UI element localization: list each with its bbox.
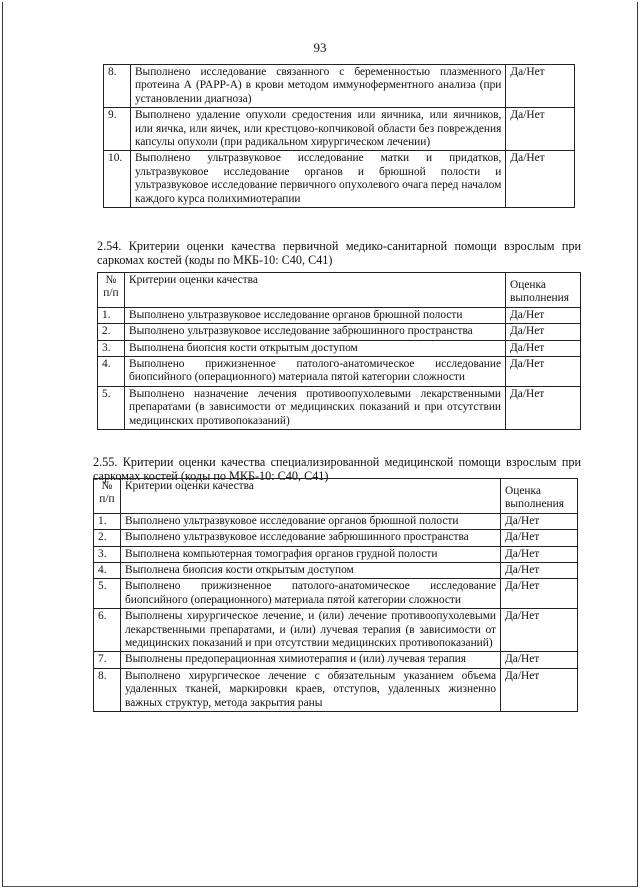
table-row xyxy=(94,546,578,562)
answer-cell: Да/Нет xyxy=(501,546,578,562)
criterion-text: Выполнено хирургическое лечение с обязательным указанием объема удаленных тканей, маркировки краев, отступов, удаленных жизненно важных структур, метода закрытия раны xyxy=(120,668,500,711)
table-row xyxy=(94,530,578,546)
row-number: 4. xyxy=(94,563,121,579)
section-255-title: 2.55. Критерии оценки качества специализированной медицинской помощи взрослым при саркомах костей (коды по МКБ-10: C40, C41) xyxy=(93,455,581,483)
row-number: 8. xyxy=(94,668,121,711)
table-row xyxy=(104,151,575,208)
section-254-table xyxy=(97,272,581,430)
table-header-row xyxy=(98,273,581,308)
table-row xyxy=(98,386,581,429)
table-row xyxy=(98,340,581,356)
table-row xyxy=(104,108,575,151)
table-row xyxy=(94,579,578,609)
section-255-table xyxy=(93,478,578,712)
criterion-text: Выполнена биопсия кости открытым доступом xyxy=(124,340,505,356)
row-number: 3. xyxy=(94,546,121,562)
answer-cell: Да/Нет xyxy=(506,324,581,340)
criterion-text: Выполнено назначение лечения противоопухолевыми лекарственными препаратами (в зависимости от медицинских показаний и при отсутствии медицинских противопоказаний) xyxy=(124,386,505,429)
criterion-text: Выполнена компьютерная томография органов грудной полости xyxy=(120,546,500,562)
row-number: 1. xyxy=(94,513,121,529)
row-number: 8. xyxy=(104,65,131,108)
answer-cell: Да/Нет xyxy=(501,513,578,529)
criterion-text: Выполнено прижизненное патолого-анатомическое исследование биопсийного (операционного) материала пятой категории сложности xyxy=(120,579,500,609)
answer-cell: Да/Нет xyxy=(501,563,578,579)
row-number: 7. xyxy=(94,652,121,668)
row-number: 2. xyxy=(94,530,121,546)
table-row xyxy=(94,609,578,652)
criterion-text: Выполнено прижизненное патолого-анатомическое исследование биопсийного (операционного) материала пятой категории сложности xyxy=(124,357,505,387)
page-number: 93 xyxy=(313,40,327,55)
answer-cell: Да/Нет xyxy=(506,386,581,429)
criterion-text: Выполнено удаление опухоли средостения или яичника, или яичников, или яичка, или яичек, или крестцово-копчиковой области без повреждения капсулы опухоли (при радикальном хирургическом лечении) xyxy=(130,108,505,151)
table-row xyxy=(104,65,575,108)
row-number: 5. xyxy=(94,579,121,609)
row-number: 1. xyxy=(98,307,125,323)
table-row xyxy=(94,668,578,711)
header-number: № п/п xyxy=(94,479,121,514)
criterion-text: Выполнена биопсия кости открытым доступом xyxy=(120,563,500,579)
criterion-text: Выполнено ультразвуковое исследование забрюшинного пространства xyxy=(120,530,500,546)
row-number: 6. xyxy=(94,609,121,652)
answer-cell: Да/Нет xyxy=(506,340,581,356)
criterion-text: Выполнено ультразвуковое исследование матки и придатков, ультразвуковое исследование органов и брюшной полости и ультразвуковое исследование первичного опухолевого очага перед началом каждого курса полихимиотерапии xyxy=(130,151,505,208)
table-row xyxy=(94,563,578,579)
header-score: Оценка выполнения xyxy=(501,479,578,514)
criterion-text: Выполнены хирургическое лечение, и (или) лечение противоопухолевыми лекарственными препаратами, и (или) лучевая терапия (в зависимости от медицинских показаний и при отсутствии медицинских противопоказаний) xyxy=(120,609,500,652)
header-criteria: Критерии оценки качества xyxy=(120,479,500,514)
criterion-text: Выполнено ультразвуковое исследование органов брюшной полости xyxy=(120,513,500,529)
answer-cell: Да/Нет xyxy=(501,668,578,711)
header-number: № п/п xyxy=(98,273,125,308)
row-number: 2. xyxy=(98,324,125,340)
table-row xyxy=(98,307,581,323)
criterion-text: Выполнены предоперационная химиотерапия и (или) лучевая терапия xyxy=(120,652,500,668)
row-number: 5. xyxy=(98,386,125,429)
criterion-text: Выполнено ультразвуковое исследование органов брюшной полости xyxy=(124,307,505,323)
table-row xyxy=(94,652,578,668)
top-criteria-table xyxy=(103,64,575,208)
table-row xyxy=(98,357,581,387)
header-score: Оценка выполнения xyxy=(506,273,581,308)
row-number: 4. xyxy=(98,357,125,387)
criterion-text: Выполнено ультразвуковое исследование забрюшинного пространства xyxy=(124,324,505,340)
answer-cell: Да/Нет xyxy=(506,151,575,208)
row-number: 10. xyxy=(104,151,131,208)
answer-cell: Да/Нет xyxy=(506,307,581,323)
answer-cell: Да/Нет xyxy=(501,579,578,609)
row-number: 9. xyxy=(104,108,131,151)
answer-cell: Да/Нет xyxy=(501,530,578,546)
section-254-title: 2.54. Критерии оценки качества первичной медико-санитарной помощи взрослым при саркомах костей (коды по МКБ-10: C40, C41) xyxy=(97,239,581,267)
answer-cell: Да/Нет xyxy=(506,108,575,151)
criterion-text: Выполнено исследование связанного с беременностью плазменного протеина А (PAPP-A) в крови методом иммуноферментного анализа (при установлении диагноза) xyxy=(130,65,505,108)
table-row xyxy=(94,513,578,529)
table-row xyxy=(98,324,581,340)
answer-cell: Да/Нет xyxy=(501,609,578,652)
answer-cell: Да/Нет xyxy=(501,652,578,668)
header-criteria: Критерии оценки качества xyxy=(124,273,505,308)
answer-cell: Да/Нет xyxy=(506,65,575,108)
row-number: 3. xyxy=(98,340,125,356)
answer-cell: Да/Нет xyxy=(506,357,581,387)
table-header-row xyxy=(94,479,578,514)
